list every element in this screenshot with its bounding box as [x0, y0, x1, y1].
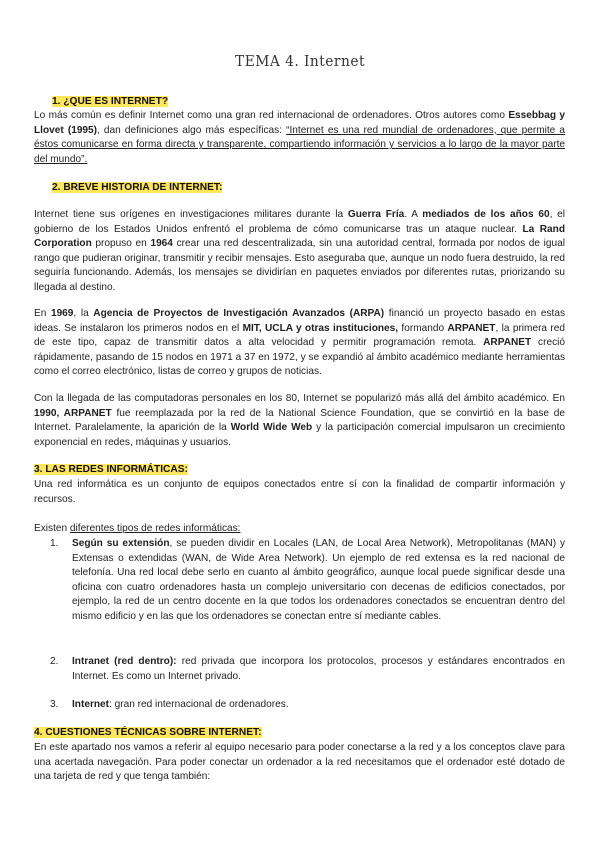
- list-item: [50, 655, 565, 684]
- s2p2-d: Agencia de Proyectos de Investigación Avanzados (ARPA): [93, 308, 385, 319]
- s1-quote: “Internet es una red mundial de ordenadores, que permite a éstos comunicarse en forma directa y transparente, compartiendo información y servicios a lo largo de la mayor parte del mundo”.: [34, 124, 565, 165]
- s2p1-i: crear una red descentralizada, sin una autoridad central, formada por nodos de igual rango que pudieran originar, transmitir y recibir mensajes. Esto aseguraba que, aunque un nodo fuera destruido, la red seguiría funcionando. Además, los mensajes se dividirían en paquetes enviados por diferentes rutas, priorizando su llegada al destino.: [34, 238, 565, 293]
- list-item-bold: Intranet (red dentro):: [72, 656, 177, 667]
- section-2-paragraph-2: [34, 307, 565, 380]
- s2p1-c: . A: [404, 209, 423, 220]
- section-4-heading: 4. CUESTIONES TÉCNICAS SOBRE INTERNET:: [34, 727, 262, 738]
- s2p1-d: mediados de los años 60: [422, 209, 550, 220]
- section-2-paragraph-3: [34, 392, 565, 450]
- section-3-intro: [34, 522, 565, 537]
- list-item-text: [72, 655, 565, 684]
- list-item-body: , se pueden dividir en Locales (LAN, de Local Area Network), Metropolitanas (MAN) y Extensas o extendidas (WAN, de Wide Area Network). Un ejemplo de red extensa es la red nacional de telefonía. Una red local debe serlo en cuanto al ámbito geográfico, aunque local puede significar desde una oficina con cuatro ordenadores hasta un complejo universitario con decenas de edificios conectados, por ejemplo, la red de un centro docente en la que todos los ordenadores conectados se encuentran dentro del mismo edificio y en las que los ordenadores se conectan entre sí mediante cables.: [72, 538, 566, 622]
- s2p1-f: La Rand Corporation: [34, 223, 565, 250]
- s2p3-e: y la participación comercial impulsaron un crecimiento exponencial en redes, máquinas y usuarios.: [34, 422, 565, 448]
- s2p1-a: Internet tiene sus orígenes en investigaciones militares durante la: [34, 209, 348, 220]
- list-item-number: 3.: [50, 699, 59, 710]
- list-item: [50, 537, 565, 625]
- section-4-paragraph: En este apartado nos vamos a referir al equipo necesario para poder conectarse a la red y a los conceptos clave para una acertada navegación. Para poder conectar un ordenador a la red necesitamos que el ordenador esté dotado de una tarjeta de red y que tenga también:: [34, 742, 565, 783]
- s1-text-2: , dan definiciones algo más específicas:: [97, 124, 287, 136]
- s2p2-h: ARPANET: [447, 322, 496, 334]
- list-item-bold: Según su extensión: [72, 538, 170, 549]
- list-item-bold: Internet: [72, 699, 110, 710]
- s2p2-a: En: [34, 308, 51, 319]
- s2p3-d: World Wide Web: [230, 422, 313, 434]
- s2p1-e: , el gobierno de los Estados Unidos enfrentó el problema de cómo comunicarse tras un ataque nuclear.: [34, 209, 566, 235]
- section-3-paragraph: Una red informática es un conjunto de equipos conectados entre sí con la finalidad de compartir información y recursos.: [34, 479, 565, 505]
- section-1-heading: 1. ¿QUE ES INTERNET?: [52, 96, 169, 107]
- s2p2-g: formando: [398, 322, 448, 334]
- s1-text-1: Lo más común es definir Internet como una gran red internacional de ordenadores. Otros autores como: [34, 110, 509, 121]
- s2p2-j: ARPANET: [483, 337, 532, 349]
- section-2-paragraph-1: [34, 208, 565, 296]
- s2p3-a: Con la llegada de las computadoras personales en los 80, Internet se popularizó más allá del ámbito académico. En: [34, 393, 565, 404]
- page-title: TEMA 4. Internet: [235, 52, 365, 70]
- s2p1-g: propuso en: [91, 238, 151, 250]
- list-item-body: red privada que incorpora los protocolos, procesos y estándares encontrados en Internet. Es como un Internet privado.: [72, 656, 565, 682]
- s2p2-c: , la: [73, 308, 94, 319]
- s2p2-f: MIT, UCLA y otras instituciones,: [242, 322, 399, 334]
- list-item: [50, 698, 565, 713]
- list-item-text: [72, 698, 565, 713]
- s3-intro-b: diferentes tipos de redes informáticas:: [69, 523, 241, 534]
- s2p2-e: financió un proyecto basado en estas ideas. Se instalaron los primeros nodos en el: [34, 308, 565, 334]
- list-item-text: [72, 537, 565, 625]
- s3-intro-a: Existen: [34, 523, 70, 534]
- s2p1-b: Guerra Fría: [347, 209, 405, 220]
- section-2-heading: 2. BREVE HISTORIA DE INTERNET:: [52, 182, 223, 193]
- s2p3-b: 1990, ARPANET: [34, 407, 112, 419]
- list-item-body: : gran red internacional de ordenadores.: [109, 699, 289, 710]
- section-3-heading: 3. LAS REDES INFORMÁTICAS:: [34, 464, 188, 475]
- s2p2-b: 1969: [50, 308, 74, 319]
- section-1-paragraph: [34, 109, 565, 167]
- list-item-number: 1.: [50, 538, 59, 549]
- s2p2-i: , la primera red de este tipo, capaz de transmitir datos a alta velocidad y permitir programación remota.: [34, 322, 565, 349]
- s2p3-c: fue reemplazada por la red de la National Science Foundation, que se convirtió en la base de Internet. Paralelamente, la aparición de la: [34, 407, 565, 434]
- s1-authors: Essebbag y Llovet (1995): [34, 110, 565, 136]
- s2p2-k: creció rápidamente, pasando de 15 nodos en 1971 a 37 en 1972, y se expandió al ámbito académico mediante herramientas como el correo electrónico, listas de correo y grupos de noticias.: [34, 337, 565, 378]
- list-item-number: 2.: [50, 656, 59, 667]
- s2p1-h: 1964: [150, 238, 173, 250]
